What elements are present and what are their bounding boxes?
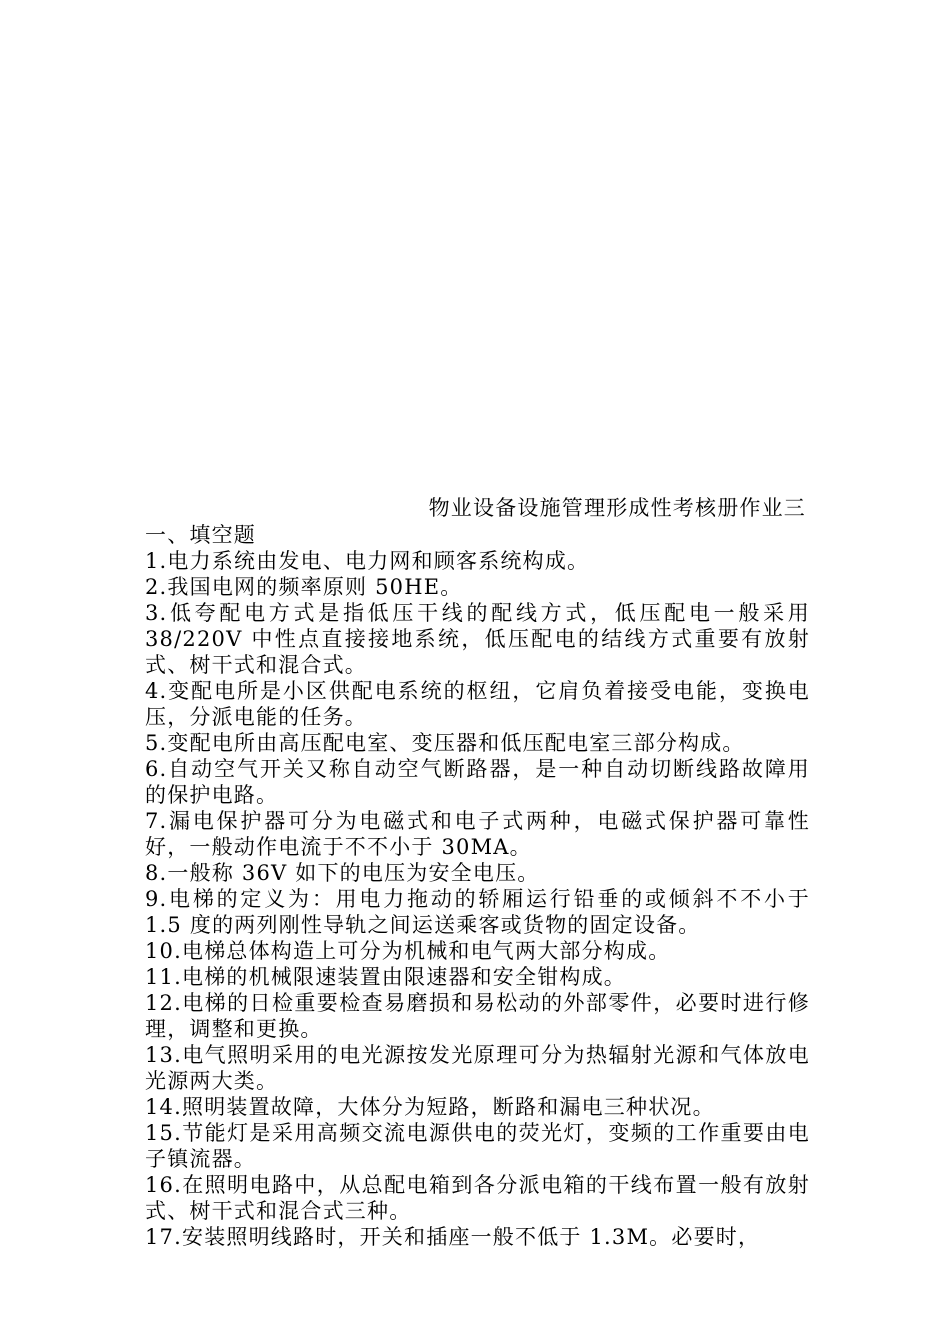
list-item: 10.电梯总体构造上可分为机械和电气两大部分构成。	[145, 939, 671, 963]
section-heading: 一、填空题	[145, 523, 256, 547]
list-item: 11.电梯的机械限速装置由限速器和安全钳构成。	[145, 965, 626, 989]
list-item: 4.变配电所是小区供配电系统的枢纽，它肩负着接受电能，变换电压，分派电能的任务。	[145, 679, 810, 729]
list-item: 15.节能灯是采用高频交流电源供电的荧光灯，变频的工作重要由电子镇流器。	[145, 1121, 810, 1171]
list-item: 12.电梯的日检重要检查易磨损和易松动的外部零件，必要时进行修理，调整和更换。	[145, 991, 810, 1041]
list-item: 9.电梯的定义为：用电力拖动的轿厢运行铅垂的或倾斜不不小于 1.5 度的两列刚性导轨之间运送乘客或货物的固定设备。	[145, 887, 810, 937]
document-title: 物业设备设施管理形成性考核册作业三	[428, 496, 806, 520]
list-item: 3.低夸配电方式是指低压干线的配线方式，低压配电一般采用 38/220V 中性点直接接地系统，低压配电的结线方式重要有放射式、树干式和混合式。	[145, 601, 810, 677]
list-item: 7.漏电保护器可分为电磁式和电子式两种，电磁式保护器可靠性好，一般动作电流于不不小于 30MA。	[145, 809, 810, 859]
list-item: 5.变配电所由高压配电室、变压器和低压配电室三部分构成。	[145, 731, 745, 755]
list-item: 13.电气照明采用的电光源按发光原理可分为热辐射光源和气体放电光源两大类。	[145, 1043, 810, 1093]
list-item: 17.安装照明线路时，开关和插座一般不低于 1.3M。必要时，	[145, 1225, 761, 1249]
document-body	[145, 494, 810, 1250]
list-item: 6.自动空气开关又称自动空气断路器，是一种自动切断线路故障用的保护电路。	[145, 757, 810, 807]
list-item: 8.一般称 36V 如下的电压为安全电压。	[145, 861, 540, 885]
list-item: 2.我国电网的频率原则 50HE。	[145, 575, 463, 599]
list-item: 16.在照明电路中，从总配电箱到各分派电箱的干线布置一般有放射式、树干式和混合式三种。	[145, 1173, 810, 1223]
list-item: 14.照明装置故障，大体分为短路，断路和漏电三种状况。	[145, 1095, 715, 1119]
list-item: 1.电力系统由发电、电力网和顾客系统构成。	[145, 549, 590, 573]
